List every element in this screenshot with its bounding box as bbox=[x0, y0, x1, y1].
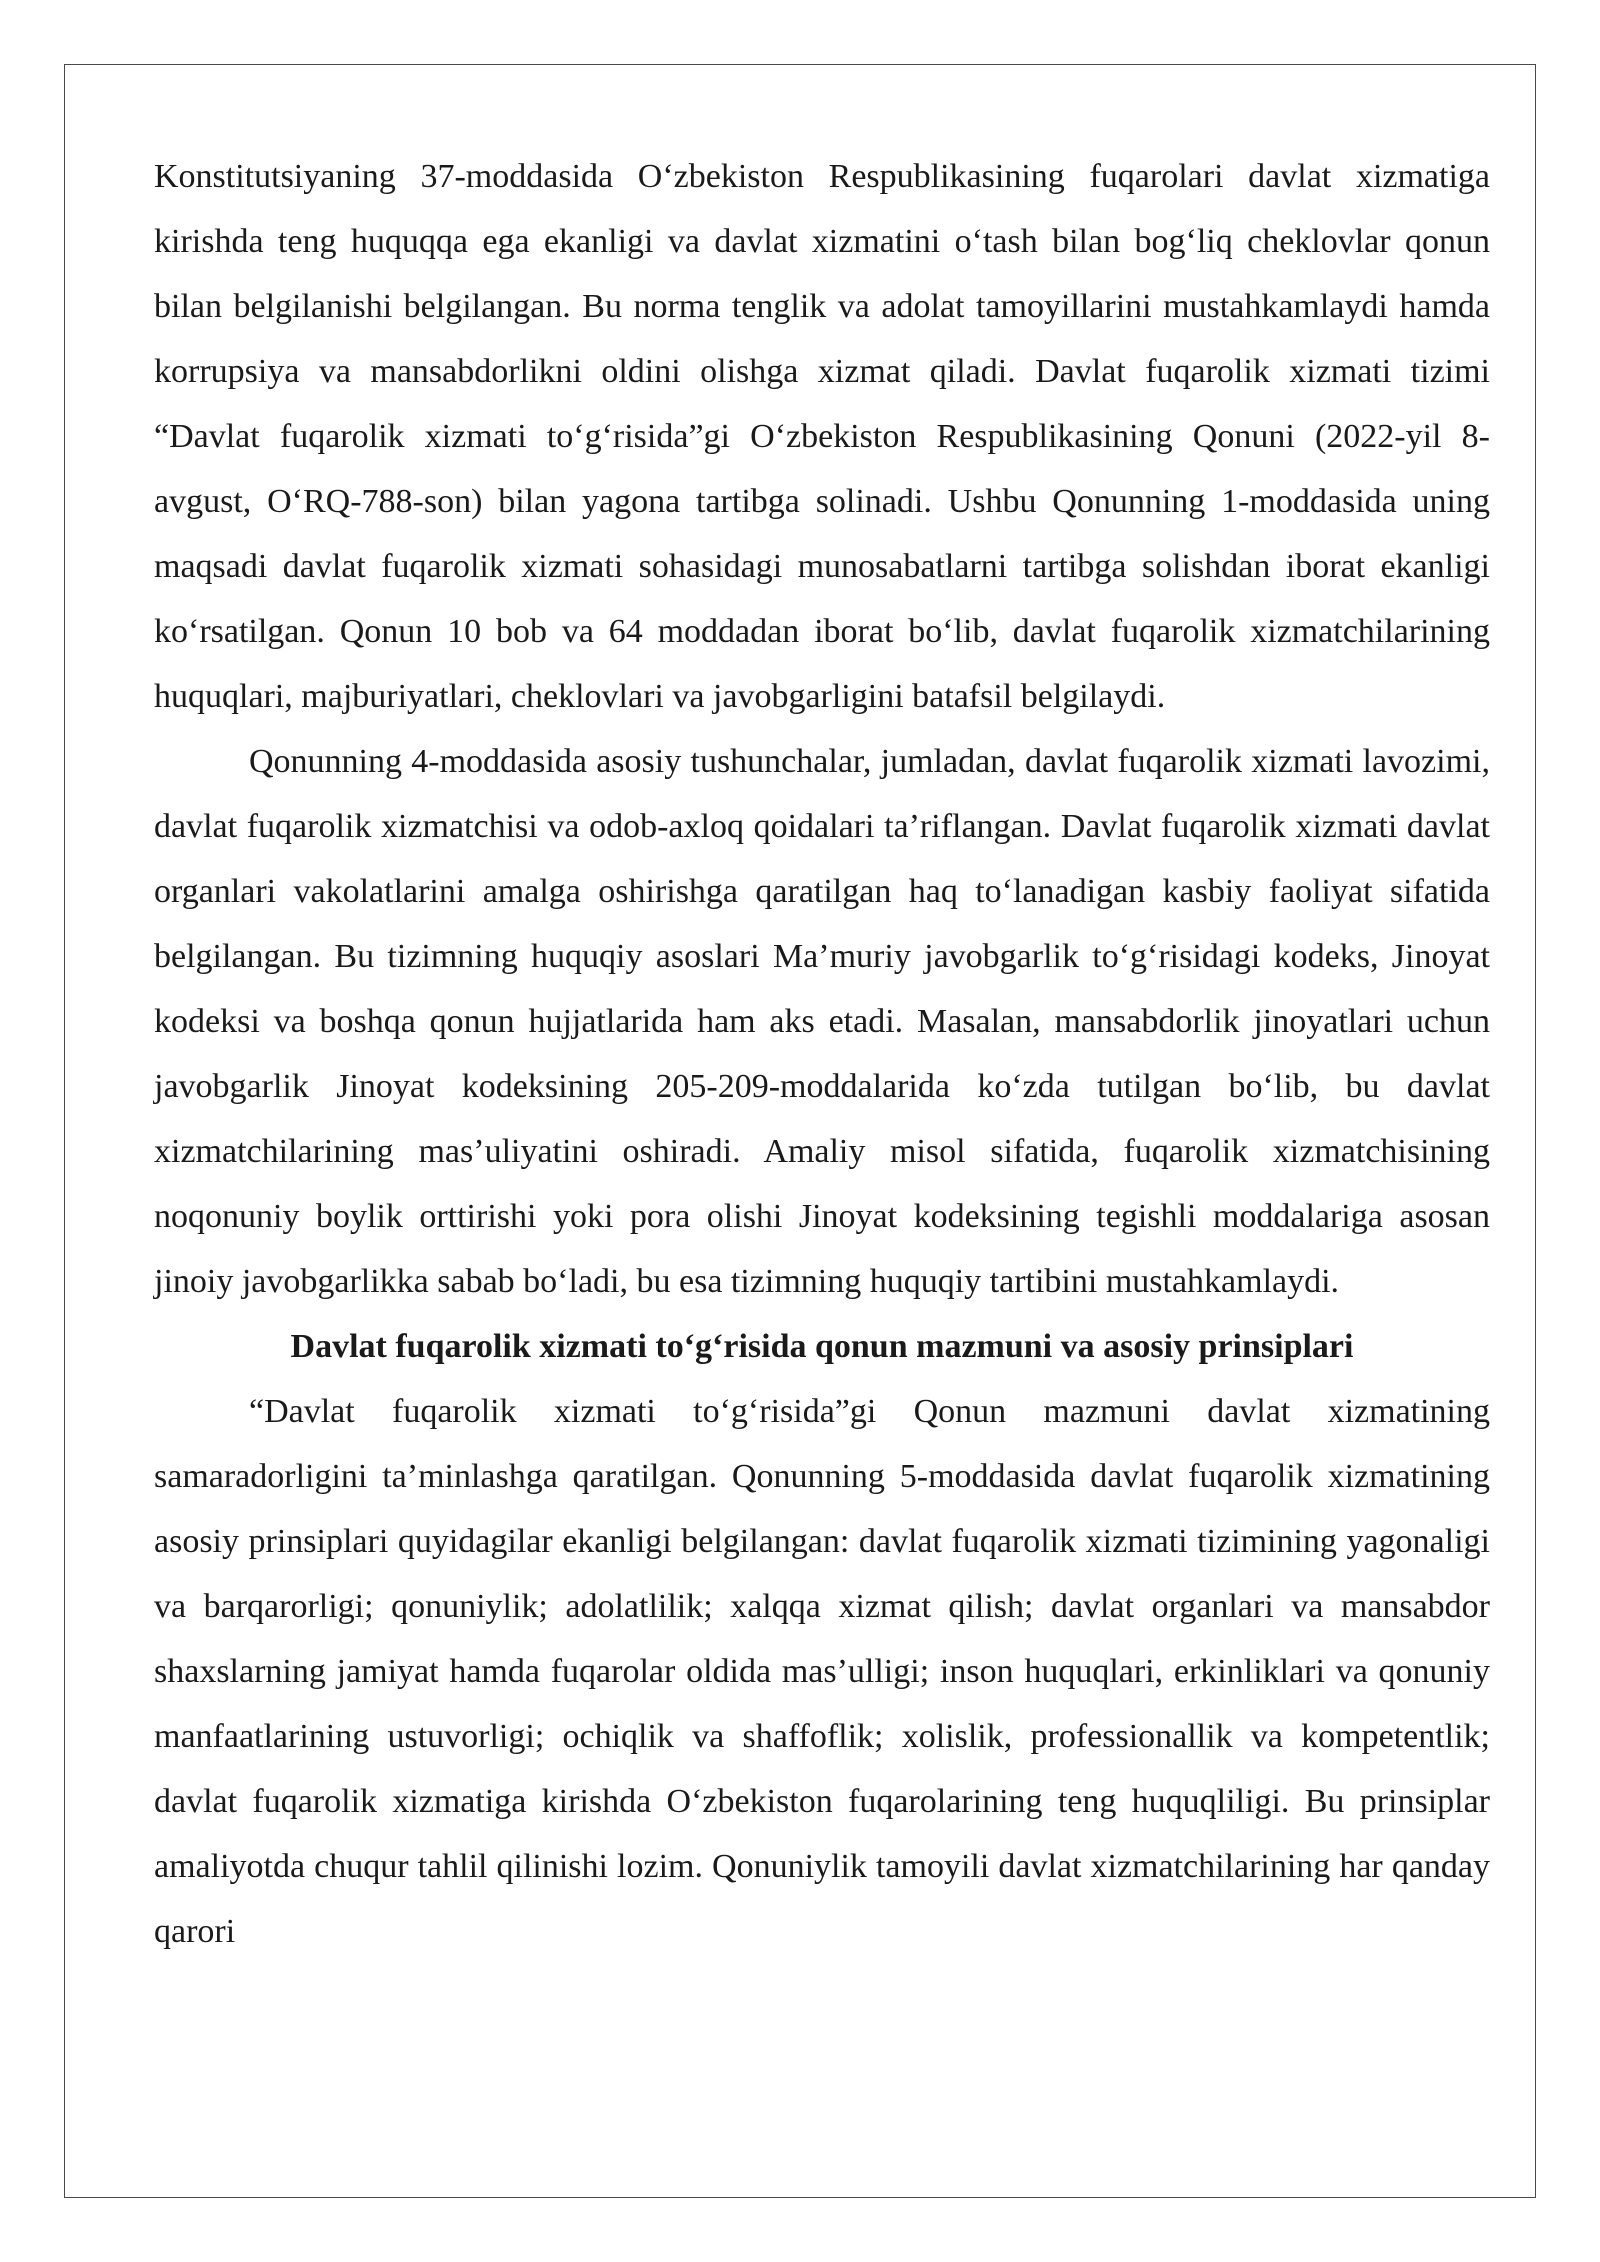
section-heading: Davlat fuqarolik xizmati to‘g‘risida qonun mazmuni va asosiy prinsiplari bbox=[290, 1328, 1354, 1365]
document-body bbox=[154, 144, 1490, 1964]
paragraph-3: “Davlat fuqarolik xizmati to‘g‘risida”gi Qonun mazmuni davlat xizmatining samaradorligini ta’minlashga qaratilgan. Qonunning 5-moddasida davlat fuqarolik xizmatining asosiy prinsiplari quyidagilar ekanligi belgilangan: davlat fuqarolik xizmati tizimining yagonaligi va barqarorligi; qonuniylik; adolatlilik; xalqqa xizmat qilish; davlat organlari va mansabdor shaxslarning jamiyat hamda fuqarolar oldida mas’ulligi; inson huquqlari, erkinliklari va qonuniy manfaatlarining ustuvorligi; ochiqlik va shaffoflik; xolislik, professionallik va kompetentlik; davlat fuqarolik xizmatiga kirishda O‘zbekiston fuqarolarining teng huquqliligi. Bu prinsiplar amaliyotda chuqur tahlil qilinishi lozim. Qonuniylik tamoyili davlat xizmatchilarining har qanday qarori bbox=[154, 1393, 1490, 1950]
paragraph-1: Konstitutsiyaning 37-moddasida O‘zbekiston Respublikasining fuqarolari davlat xizmatiga kirishda teng huquqqa ega ekanligi va davlat xizmatini o‘tash bilan bog‘liq cheklovlar qonun bilan belgilanishi belgilangan. Bu norma tenglik va adolat tamoyillarini mustahkamlaydi hamda korrupsiya va mansabdorlikni oldini olishga xizmat qiladi. Davlat fuqarolik xizmati tizimi “Davlat fuqarolik xizmati to‘g‘risida”gi O‘zbekiston Respublikasining Qonuni (2022-yil 8-avgust, O‘RQ-788-son) bilan yagona tartibga solinadi. Ushbu Qonunning 1-moddasida uning maqsadi davlat fuqarolik xizmati sohasidagi munosabatlarni tartibga solishdan iborat ekanligi ko‘rsatilgan. Qonun 10 bob va 64 moddadan iborat bo‘lib, davlat fuqarolik xizmatchilarining huquqlari, majburiyatlari, cheklovlari va javobgarligini batafsil belgilaydi. bbox=[154, 158, 1490, 715]
paragraph-2: Qonunning 4-moddasida asosiy tushunchalar, jumladan, davlat fuqarolik xizmati lavozimi, davlat fuqarolik xizmatchisi va odob-axloq qoidalari ta’riflangan. Davlat fuqarolik xizmati davlat organlari vakolatlarini amalga oshirishga qaratilgan haq to‘lanadigan kasbiy faoliyat sifatida belgilangan. Bu tizimning huquqiy asoslari Ma’muriy javobgarlik to‘g‘risidagi kodeks, Jinoyat kodeksi va boshqa qonun hujjatlarida ham aks etadi. Masalan, mansabdorlik jinoyatlari uchun javobgarlik Jinoyat kodeksining 205-209-moddalarida ko‘zda tutilgan bo‘lib, bu davlat xizmatchilarining mas’uliyatini oshiradi. Amaliy misol sifatida, fuqarolik xizmatchisining noqonuniy boylik orttirishi yoki pora olishi Jinoyat kodeksining tegishli moddalariga asosan jinoiy javobgarlikka sabab bo‘ladi, bu esa tizimning huquqiy tartibini mustahkamlaydi. bbox=[154, 743, 1490, 1300]
